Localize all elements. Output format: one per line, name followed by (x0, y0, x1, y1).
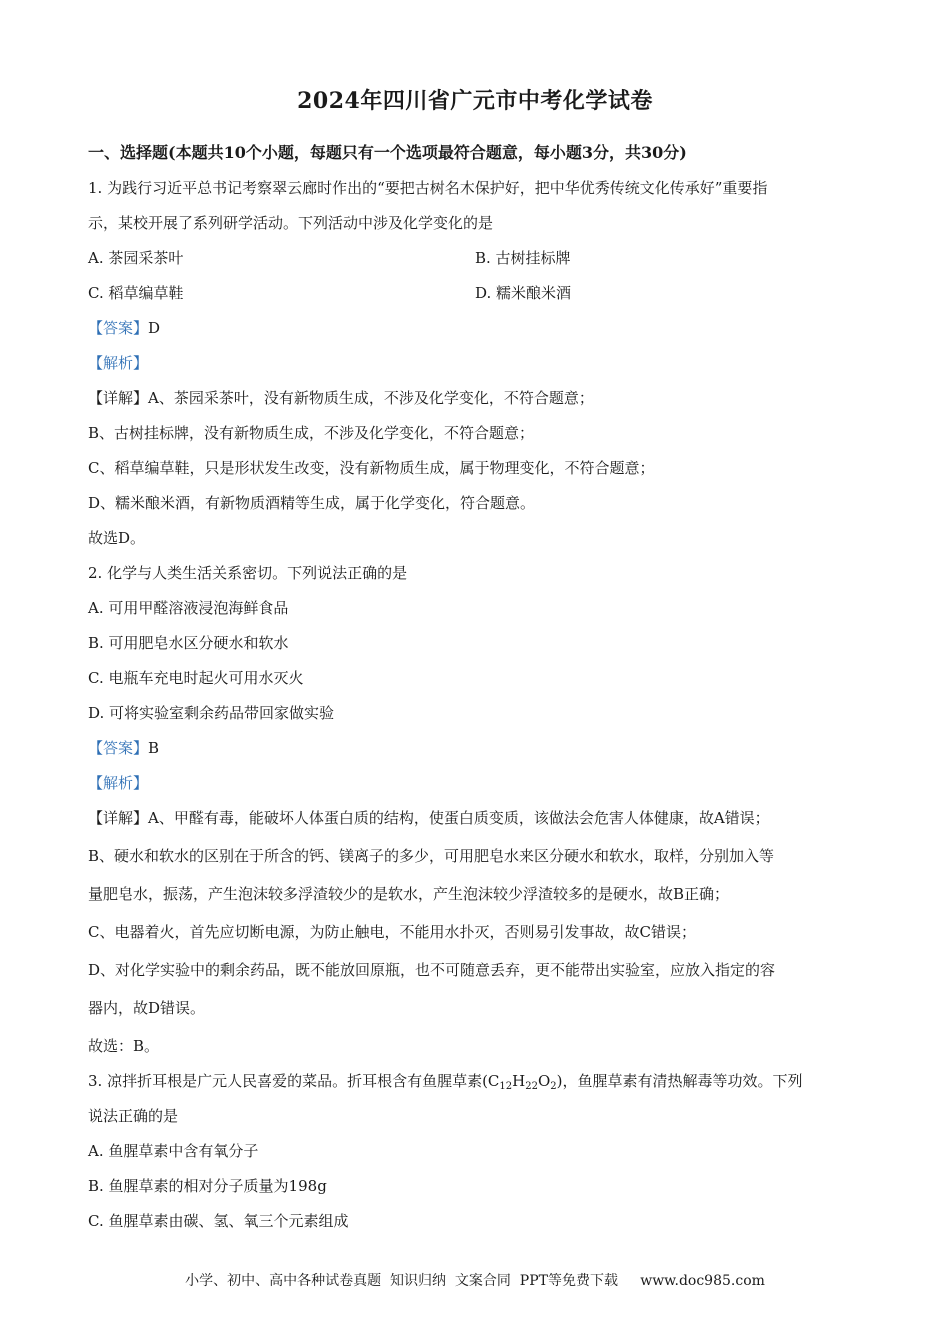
detail-tag: 【详解】 (88, 389, 149, 407)
analysis-tag: 【解析】 (88, 774, 149, 792)
page-footer: 小学、初中、高中各种试卷真题 知识归纳 文案合同 PPT等免费下载 www.doc985.com (185, 1273, 765, 1289)
q1-detail-c: C、稻草编草鞋，只是形状发生改变，没有新物质生成，属于物理变化，不符合题意； (88, 459, 655, 477)
analysis-tag: 【解析】 (88, 354, 149, 372)
q1-detail-line1 (88, 386, 868, 421)
formula-oxygen-count: 2 (550, 1081, 557, 1092)
q1-analysis-line (88, 351, 868, 386)
formula-hydrogen-count: 22 (525, 1081, 538, 1092)
q1-option-a: A. 茶园采茶叶 (88, 249, 184, 267)
q2-option-b: B. 可用肥皂水区分硬水和软水 (88, 634, 289, 652)
q3-stem-text-post: )，鱼腥草素有清热解毒等功效。下列 (556, 1072, 803, 1090)
q2-detail-b-line2: 量肥皂水，振荡，产生泡沫较多浮渣较少的是软水，产生泡沫较少浮渣较多的是硬水，故B正确； (88, 885, 730, 903)
q2-detail-d-line1: D、对化学实验中的剩余药品，既不能放回原瓶，也不可随意丢弃，更不能带出实验室，应放入指定的容 (88, 961, 776, 979)
q2-detail-c: C、电器着火，首先应切断电源，为防止触电，不能用水扑灭，否则易引发事故，故C错误； (88, 923, 696, 941)
q1-answer-value: D (148, 319, 161, 337)
q1-conclusion: 故选D。 (88, 529, 146, 547)
q2-detail-line1 (88, 806, 868, 844)
q3-option-c: C. 鱼腥草素由碳、氢、氧三个元素组成 (88, 1212, 349, 1230)
q1-option-c: C. 稻草编草鞋 (88, 284, 184, 302)
q3-option-a: A. 鱼腥草素中含有氧分子 (88, 1142, 259, 1160)
q3-stem-line2: 说法正确的是 (88, 1107, 179, 1125)
q1-detail-b: B、古树挂标牌，没有新物质生成，不涉及化学变化，不符合题意； (88, 424, 535, 442)
q3-option-b: B. 鱼腥草素的相对分子质量为198g (88, 1177, 327, 1195)
q2-detail-a: A、甲醛有毒，能破坏人体蛋白质的结构，使蛋白质变质，该做法会危害人体健康，故A错误； (148, 809, 770, 827)
q1-options-row1 (88, 246, 868, 281)
q3-stem-text: 3. 凉拌折耳根是广元人民喜爱的菜品。折耳根含有鱼腥草素(C (88, 1072, 500, 1090)
q2-analysis-line (88, 771, 868, 806)
q2-answer-value: B (148, 739, 160, 757)
q3-stem-line1 (88, 1069, 868, 1104)
q2-option-d: D. 可将实验室剩余药品带回家做实验 (88, 704, 335, 722)
q1-options-row2 (88, 281, 868, 316)
formula-carbon-count: 12 (499, 1081, 513, 1092)
q1-stem-line2: 示，某校开展了系列研学活动。下列活动中涉及化学变化的是 (88, 214, 494, 232)
answer-tag: 【答案】 (88, 739, 149, 757)
exam-content (88, 140, 868, 1244)
q1-detail-d: D、糯米酿米酒，有新物质酒精等生成，属于化学变化，符合题意。 (88, 494, 536, 512)
formula-hydrogen: H (512, 1072, 526, 1090)
q1-answer-line (88, 316, 868, 351)
detail-tag: 【详解】 (88, 809, 149, 827)
q2-conclusion: 故选：B。 (88, 1037, 160, 1055)
q2-detail-b-line1: B、硬水和软水的区别在于所含的钙、镁离子的多少，可用肥皂水来区分硬水和软水，取样，分别加入等 (88, 847, 775, 865)
q1-option-b: B. 古树挂标牌 (475, 249, 571, 267)
page-title: 2024年四川省广元市中考化学试卷 (297, 88, 653, 114)
q2-detail-d-line2: 器内，故D错误。 (88, 999, 206, 1017)
q2-option-c: C. 电瓶车充电时起火可用水灭火 (88, 669, 304, 687)
formula-oxygen: O (537, 1072, 551, 1090)
q1-stem-line1: 1. 为践行习近平总书记考察翠云廊时作出的“要把古树名木保护好，把中华优秀传统文化传承好”重要指 (88, 179, 768, 197)
q1-option-d: D. 糯米酿米酒 (475, 284, 572, 302)
q1-detail-a: A、茶园采茶叶，没有新物质生成，不涉及化学变化，不符合题意； (148, 389, 594, 407)
q2-option-a: A. 可用甲醛溶液浸泡海鲜食品 (88, 599, 289, 617)
section-heading: 一、选择题(本题共10个小题，每题只有一个选项最符合题意，每小题3分，共30分) (88, 143, 687, 162)
q2-stem: 2. 化学与人类生活关系密切。下列说法正确的是 (88, 564, 408, 582)
q2-answer-line (88, 736, 868, 771)
answer-tag: 【答案】 (88, 319, 149, 337)
